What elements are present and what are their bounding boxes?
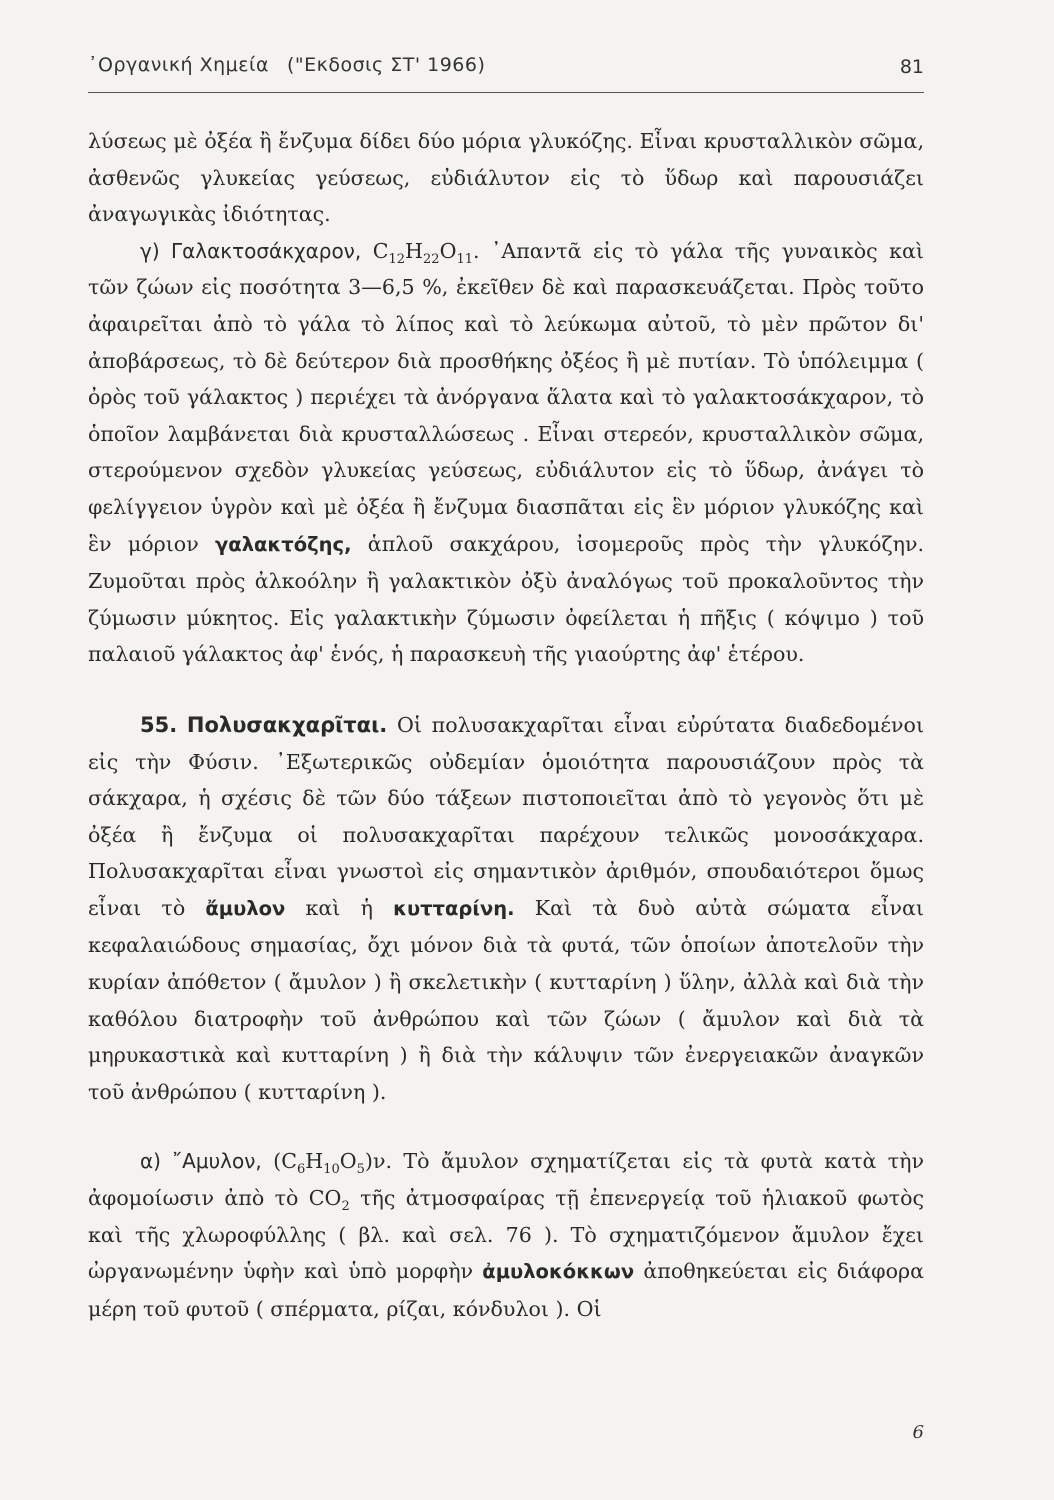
running-header	[88, 54, 485, 76]
item-label: α) ῎Αμυλον,	[140, 1149, 262, 1174]
header-rule	[88, 92, 924, 93]
formula-part: H	[305, 1149, 324, 1174]
formula-subscript: 5	[356, 1162, 365, 1178]
formula-part: O	[439, 238, 457, 263]
paragraph-text: . ᾿Απαντᾶ εἰς τὸ γάλα τῆς γυναικὸς καὶ τῶν ζώων εἰς ποσότητα 3—6,5 %, ἐκεῖθεν δὲ καὶ παρασκευάζεται. Πρὸς τοῦτο ἀφαιρεῖται ἀπὸ τὸ γάλα τὸ λίπος καὶ τὸ λεύκωμα αὐτοῦ, τὸ μὲν πρῶτον δι' ἀποβάρσεως, τὸ δὲ δεύτερον διὰ προσθήκης ὀξέος ἢ μὲ πυτίαν. Τὸ ὑπόλειμμα ( ὀρὸς τοῦ γάλακτος ) περιέχει τὰ ἀνόργανα ἅλατα καὶ τὸ γαλακτοσάκχαρον, τὸ ὁποῖον λαμβάνεται διὰ κρυσταλλώσεως . Εἶναι στερεόν, κρυσταλλικὸν σῶμα, στερούμενον σχεδὸν γλυκείας γεύσεως, εὐδιάλυτον εἰς τὸ ὕδωρ, ἀνάγει τὸ φελίγγειον ὑγρὸν καὶ μὲ ὀξέα ἢ ἔνζυμα διασπᾶται εἰς ἓν μόριον γλυκόζης καὶ ἓν μόριον	[88, 238, 925, 556]
header-edition: ("Εκδοσις ΣΤ' 1966)	[286, 54, 486, 76]
body-text	[88, 123, 924, 1327]
chemical-formula	[273, 1149, 393, 1178]
paragraph-text: ἁπλοῦ σακχάρου, ἰσομεροῦς πρὸς τὴν γλυκόζην. Ζυμοῦται πρὸς ἀλκοόλην ἢ γαλακτικὸν ὀξὺ ἀναλόγως τοῦ προκαλοῦντος τὴν ζύμωσιν μύκητος. Εἰς γαλακτικὴν ζύμωσιν ὀφείλεται ἡ πῆξις ( κόψιμο ) τοῦ παλαιοῦ γάλακτος ἀφ' ἑνός, ἡ παρασκευὴ τῆς γιαούρτης ἀφ' ἑτέρου.	[88, 531, 925, 667]
paragraph-text: Καὶ τὰ δυὸ αὐτὰ σώματα εἶναι κεφαλαιώδους σημασίας, ὄχι μόνον διὰ τὰ φυτά, τῶν ὁποίων ἀποτελοῦν τὴν κυρίαν ἀπόθετον ( ἄμυλον ) ἢ σκελετικὴν ( κυτταρίνη ) ὕλην, ἀλλὰ καὶ διὰ τὴν καθόλου διατροφὴν τοῦ ἀνθρώπου καὶ τῶν ζώων ( ἄμυλον καὶ διὰ τὰ μηρυκαστικὰ καὶ κυτταρίνη ) ἢ διὰ τὴν κάλυψιν τῶν ἐνεργειακῶν ἀναγκῶν τοῦ ἀνθρώπου ( κυτταρίνη ).	[88, 895, 925, 1104]
paragraph-text: τῆς ἀτμοσφαίρας τῇ ἐπενεργείᾳ τοῦ ἡλιακοῦ φωτὸς καὶ τῆς χλωροφύλλης ( βλ. καὶ σελ. 76 ). Τὸ σχηματιζόμενον ἄμυλον ἔχει ὠργανωμένην ὑφὴν καὶ ὑπὸ μορφὴν	[88, 1186, 925, 1284]
paragraph-starch	[88, 1143, 924, 1327]
formula-subscript: 6	[296, 1162, 306, 1178]
bold-term: κυτταρίνη.	[393, 896, 515, 920]
section-polysaccharides	[88, 707, 924, 1111]
formula-part: O	[339, 1149, 357, 1174]
bold-term: γαλακτόζης,	[215, 532, 352, 556]
item-label: γ) Γαλακτοσάκχαρον,	[140, 238, 362, 263]
formula-part: )ν.	[364, 1149, 393, 1174]
section-title: Πολυσακχαρῖται.	[186, 712, 388, 737]
paragraph-text: ἀποθηκεύεται εἰς διάφορα μέρη τοῦ φυτοῦ ( σπέρματα, ρίζαι, κόνδυλοι ). Οἱ	[88, 1259, 925, 1321]
section-number: 55.	[140, 712, 178, 737]
formula-subscript: 12	[388, 251, 406, 267]
formula-subscript: 22	[423, 251, 440, 267]
paragraph-text: λύσεως μὲ ὀξέα ἢ ἔνζυμα δίδει δύο μόρια γλυκόζης. Εἶναι κρυσταλλικὸν σῶμα, ἀσθενῶς γλυκείας γεύσεως, εὐδιάλυτον εἰς τὸ ὕδωρ καὶ παρουσιάζει ἀναγωγικὰς ἰδιότητας.	[88, 129, 924, 227]
formula-part: (C	[273, 1149, 297, 1174]
signature-mark: 6	[912, 1422, 924, 1443]
paragraph-continuation	[88, 123, 924, 233]
paragraph-text: καὶ ἡ	[305, 895, 373, 920]
paragraph-text: Οἱ πολυσακχαρῖται εἶναι εὐρύτατα διαδεδομένοι εἰς τὴν Φύσιν. ᾿Εξωτερικῶς οὐδεμίαν ὁμοιότητα παρουσιάζουν πρὸς τὰ σάκχαρα, ἡ σχέσις δὲ τῶν δύο τάξεων πιστοποιεῖται ἀπὸ τὸ γεγονὸς ὅτι μὲ ὀξέα ἢ ἔνζυμα οἱ πολυσακχαρῖται παρέχουν τελικῶς μονοσάκχαρα. Πολυσακχαρῖται εἶναι γνωστοὶ εἰς σημαντικὸν ἀριθμόν, σπουδαιότεροι ὅμως εἶναι τὸ	[88, 712, 925, 920]
formula-subscript: 10	[323, 1162, 340, 1178]
paragraph-lactose	[88, 233, 924, 673]
formula-subscript: 11	[456, 251, 473, 267]
formula-part: H	[405, 238, 424, 263]
formula-subscript: 2	[341, 1199, 350, 1215]
header-title: ᾿Οργανική Χημεία	[88, 54, 269, 76]
chemical-formula	[372, 238, 473, 267]
formula-part: C	[372, 238, 389, 263]
paragraph-text: Τὸ ἄμυλον σχηματίζεται εἰς τὰ φυτὰ κατὰ τὴν ἀφομοίωσιν ἀπὸ τὸ CO	[88, 1149, 925, 1211]
page-number: 81	[899, 56, 924, 78]
bold-term: ἄμυλον	[205, 896, 286, 920]
bold-term: ἀμυλοκόκκων	[482, 1260, 635, 1284]
